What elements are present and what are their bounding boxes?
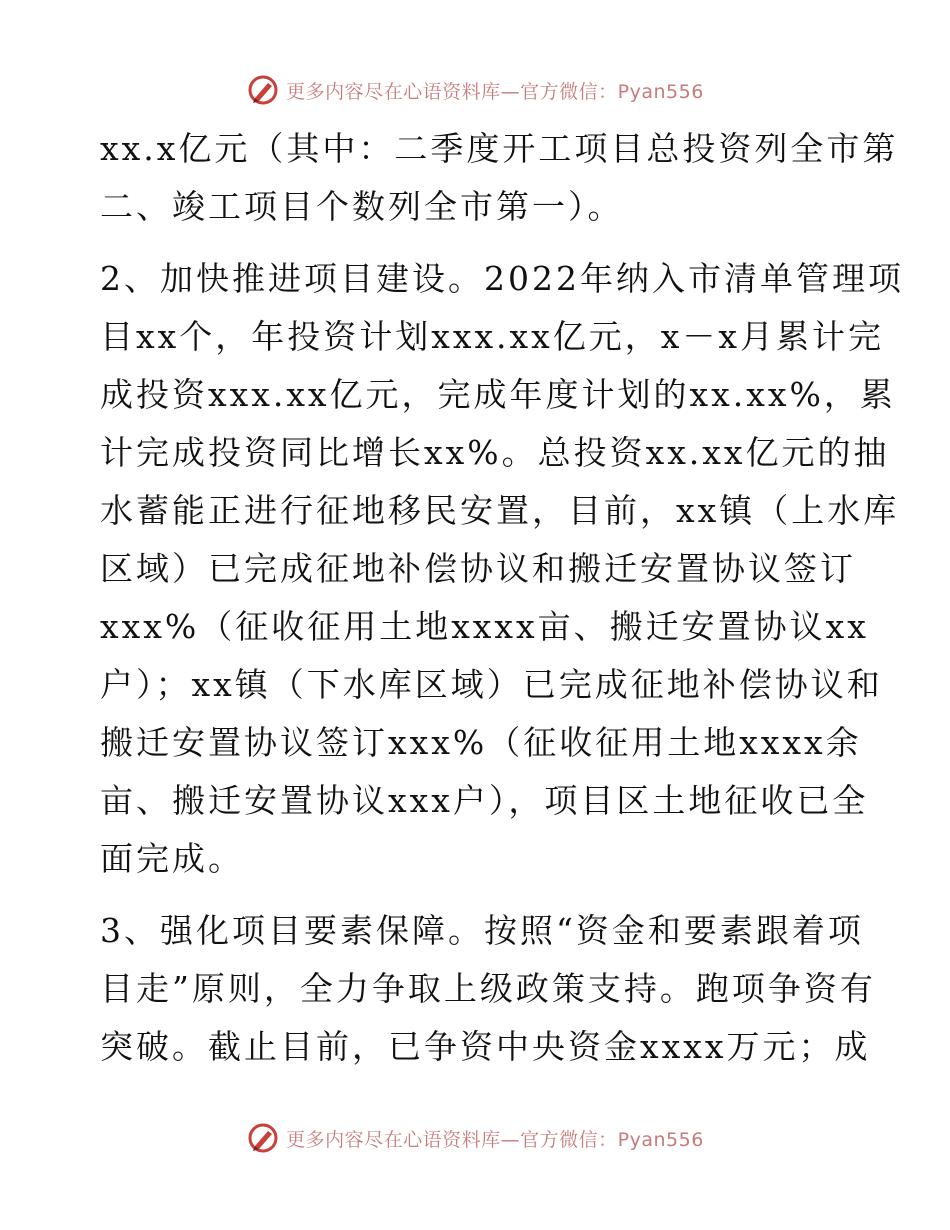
text-line: 搬迁安置协议签订xxx%（征收征用土地xxxx余 xyxy=(100,723,862,762)
text-line: 亩、搬迁安置协议xxx户），项目区土地征收已全 xyxy=(100,781,869,820)
paragraph-1 xyxy=(100,120,899,236)
watermark-text: 更多内容尽在心语资料库—官方微信：Pyan556 xyxy=(286,80,704,103)
text-line: xx.x亿元（其中：二季度开工项目总投资列全市第 xyxy=(100,129,899,168)
paragraph-2 xyxy=(100,250,904,888)
pen-logo-icon xyxy=(246,1121,280,1155)
text-line: xxx%（征收征用土地xxxx亩、搬迁安置协议xx xyxy=(100,607,869,646)
paragraph-3 xyxy=(100,902,876,1076)
watermark-text: 更多内容尽在心语资料库—官方微信：Pyan556 xyxy=(286,1128,704,1151)
text-line: 3、强化项目要素保障。按照“资金和要素跟着项 xyxy=(100,911,864,950)
text-line: 目走”原则，全力争取上级政策支持。跑项争资有 xyxy=(100,969,876,1008)
text-line: 区域）已完成征地补偿协议和搬迁安置协议签订 xyxy=(100,549,856,588)
pen-logo-icon xyxy=(246,73,280,107)
text-line: 面完成。 xyxy=(100,839,244,878)
watermark-footer xyxy=(0,1118,950,1158)
text-line: 成投资xxx.xx亿元，完成年度计划的xx.xx%，累 xyxy=(100,375,896,414)
text-line: 二、竣工项目个数列全市第一）。 xyxy=(100,187,624,226)
text-line: 突破。截止目前，已争资中央资金xxxx万元；成 xyxy=(100,1027,871,1066)
text-line: 目xx个，年投资计划xxx.xx亿元，x－x月累计完 xyxy=(100,317,884,356)
text-line: 水蓄能正进行征地移民安置，目前，xx镇（上水库 xyxy=(100,491,900,530)
text-line: 户）；xx镇（下水库区域）已完成征地补偿协议和 xyxy=(100,665,883,704)
watermark-header xyxy=(0,70,950,110)
text-line: 2、加快推进项目建设。2022年纳入市清单管理项 xyxy=(100,259,904,298)
text-line: 计完成投资同比增长xx%。总投资xx.xx亿元的抽 xyxy=(100,433,890,472)
document-body xyxy=(100,120,904,1076)
